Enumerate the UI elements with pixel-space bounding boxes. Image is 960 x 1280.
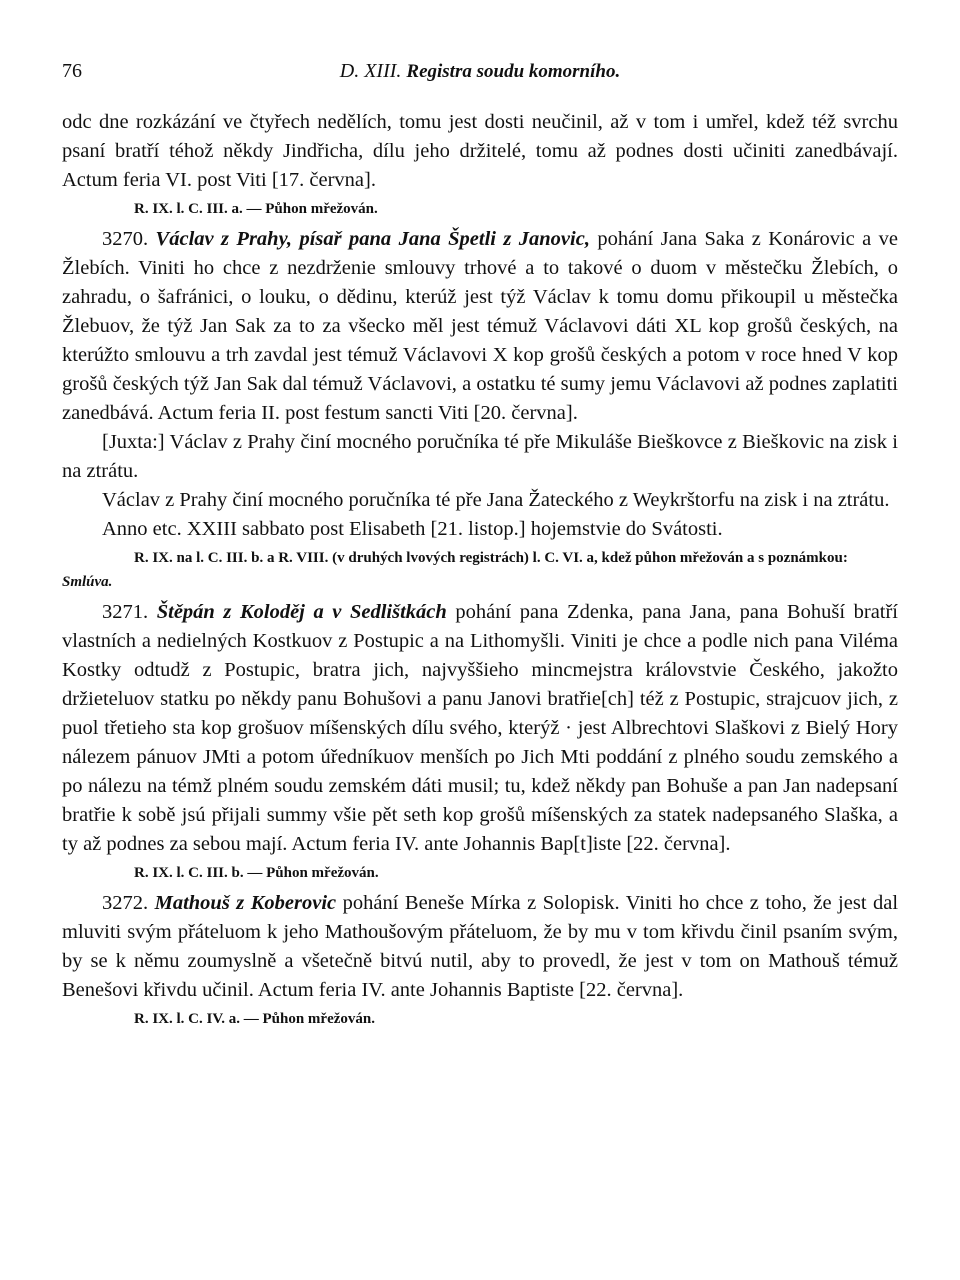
note-italic: Smlúva. (62, 574, 113, 590)
entry-heading: Mathouš z Koberovic (154, 892, 337, 914)
page-header (62, 52, 898, 84)
entry-text: pohání pana Zdenka, pana Jana, pana Bohuší bratří vlastních a nedielných Kostkuov z Postupic a na Lithomyšli. Viniti je chce a podle nich pana Viléma Kostky odtudž z Postupic, bratra jich, najvyššieho mincmejstra královstvie Českého, jakožto držieteluov statku po někdy panu Bohušovi a panu Janovi bratřie[ch] též z Postupic, strajcuov jich, z puol třetieho sta kop grošuov míšenských dílu svého, kterýž · jest Albrechtovi Slaškovi z Bielý Hory nálezem pánuov JMti a potom úředníkuov menších po Jich Mti poddání z plného soudu zemského a po nálezu na témž plném soudu zemském dáti musil; tu, kdež někdy pan Bohuše a pan Jan nadepsaní bratřie k sobě jsú přijali summy všie pět seth kop grošů míšenských za statek nadepsaného Slaška, a ty až podnes za sebou mají. Actum feria IV. ante Johannis Bap[t]iste [22. června]. (62, 601, 899, 855)
entry-heading: Štěpán z Koloděj a v Sedlištkách (156, 601, 447, 623)
page-body (62, 108, 898, 1031)
page-number: 76 (62, 60, 82, 82)
document-page (62, 52, 898, 1035)
entry-text: pohání Jana Saka z Konárovic a ve Žlebích. Viniti ho chce z nezdrženie smlouvy trhové a to takové o duom v městečku Žlebích, o zahradu, o šafránici, o louku, o dědinu, kterúž jest týž Václav k tomu domu přikoupil u městečka Žlebuov, že týž Jan Sak za to za všecko měl jest témuž Václavovi dáti XL kop grošů českých, na kterúžto smlouvu a trh zavdal jest témuž Václavovi X kop grošů českých a potom v roce hned V kop grošů českých týž Jan Sak dal témuž Václavovi, a ostatku té sumy jemu Václavovi až podnes zaplatiti zanedbává. Actum feria II. post festum sancti Viti [20. června]. (62, 228, 899, 424)
running-head-section: D. XIII. (339, 60, 402, 82)
intro-paragraph: odc dne rozkázání ve čtyřech nedělích, tomu jest dosti neučinil, až v tom i umřel, kdež též svrchu psaní bratří téhož někdy Jindřicha, dílu jeho držitelé, tomu až podnes dosti učiniti zanedbávají. Actum feria VI. post Viti [17. června]. (62, 111, 898, 191)
entry-3270-note (62, 546, 898, 594)
entry-number: 3271. (102, 601, 149, 623)
entry-3271-note: R. IX. l. C. III. b. — Půhon mřežován. (134, 865, 379, 881)
juxta-paragraph-1: [Juxta:] Václav z Prahy činí mocného poručníka té pře Mikuláše Bieškovce z Bieškovic na zisk i na ztrátu. (62, 431, 898, 482)
entry-number: 3270. (102, 228, 149, 250)
intro-note: R. IX. l. C. III. a. — Půhon mřežován. (134, 201, 378, 217)
entry-text: pohání Beneše Mírka z Solopisk. Viniti ho chce z toho, že jest dal mluviti svým přáteluom k jeho Mathoušovým přáteluom, že by mu v tom křivdu činil psaním svým, by se k němu zoumyslně a všetečně bitvú nutil, aby to provedl, že jest v tom on Mathouš témuž Benešovi křivdu učinil. Actum feria IV. ante Johannis Baptiste [22. června]. (62, 892, 899, 1001)
anno-paragraph: Anno etc. XXIII sabbato post Elisabeth [21. listop.] hojemstvie do Svátosti. (102, 518, 723, 540)
running-head-title: Registra soudu komorního. (406, 61, 621, 82)
entry-3271 (62, 598, 898, 859)
entry-3272 (62, 889, 898, 1005)
entry-3272-note: R. IX. l. C. IV. a. — Půhon mřežován. (134, 1011, 375, 1027)
entry-number: 3272. (102, 892, 149, 914)
juxta-paragraph-2: Václav z Prahy činí mocného poručníka té pře Jana Žateckého z Weykrštorfu na zisk i na ztrátu. (102, 489, 890, 511)
entry-3270 (62, 225, 898, 428)
entry-heading: Václav z Prahy, písař pana Jana Špetli z Janovic, (155, 228, 590, 250)
running-head (62, 60, 898, 83)
note-text: R. IX. na l. C. III. b. a R. VIII. (v druhých lvových registrách) l. C. VI. a, kdež půhon mřežován a s poznámkou: (134, 550, 848, 566)
